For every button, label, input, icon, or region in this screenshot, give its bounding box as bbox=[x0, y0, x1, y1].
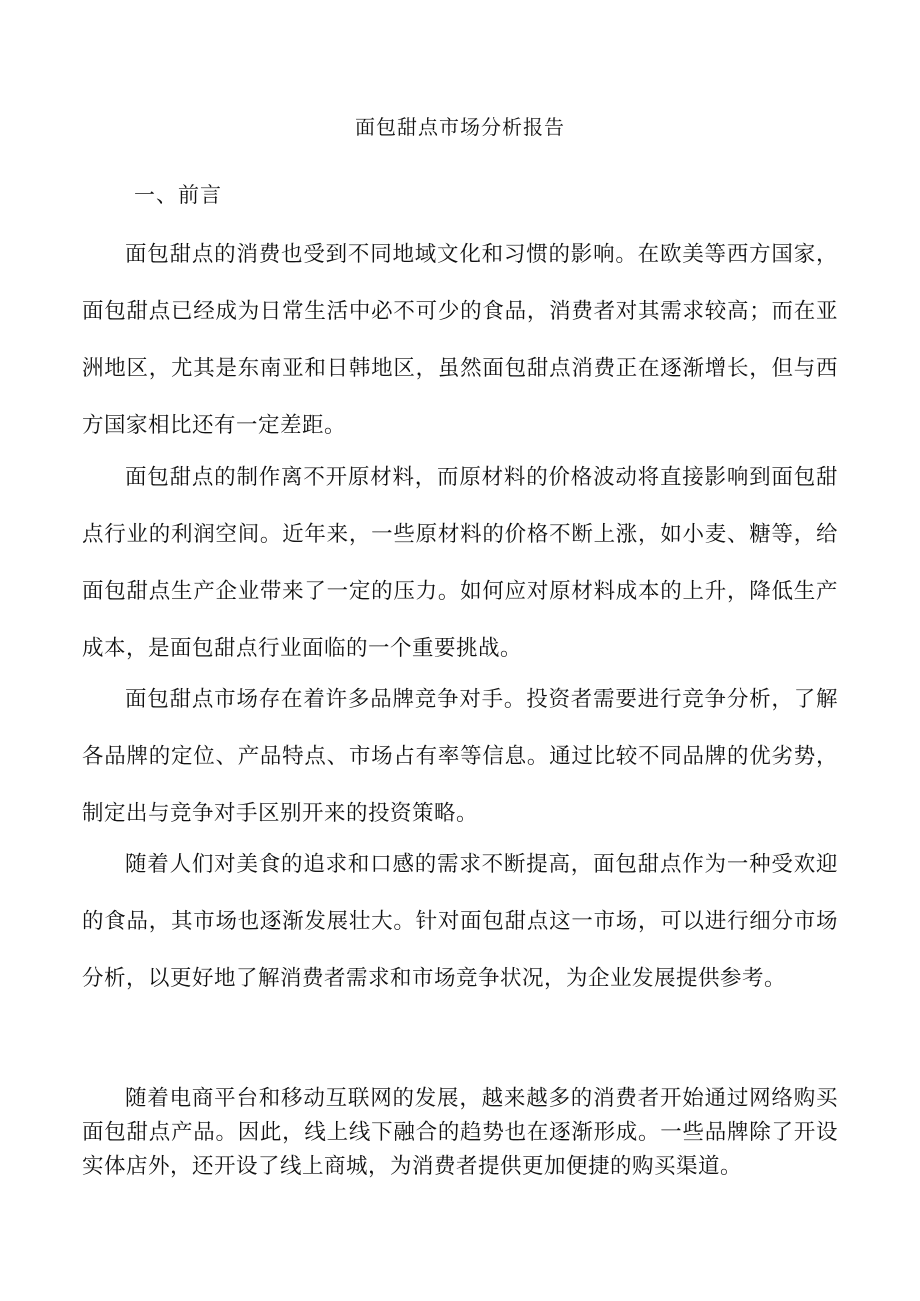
section-heading: 一、前言 bbox=[134, 183, 222, 207]
paragraph-competition: 面包甜点市场存在着许多品牌竞争对手。投资者需要进行竞争分析，了解各品牌的定位、产品特点、市场占有率等信息。通过比较不同品牌的优劣势，制定出与竞争对手区别开来的投资策略。 bbox=[82, 687, 838, 826]
paragraph-market-segmentation: 随着人们对美食的追求和口感的需求不断提高，面包甜点作为一种受欢迎的食品，其市场也逐渐发展壮大。针对面包甜点这一市场，可以进行细分市场分析，以更好地了解消费者需求和市场竞争状况，为企业发展提供参考。 bbox=[82, 852, 838, 991]
paragraph-consumption-regions: 面包甜点的消费也受到不同地域文化和习惯的影响。在欧美等西方国家，面包甜点已经成为日常生活中必不可少的食品，消费者对其需求较高；而在亚洲地区，尤其是东南亚和日韩地区，虽然面包甜点消费正在逐渐增长，但与西方国家相比还有一定差距。 bbox=[82, 242, 838, 438]
paragraph-online-trend: 随着电商平台和移动互联网的发展，越来越多的消费者开始通过网络购买面包甜点产品。因此，线上线下融合的趋势也在逐渐形成。一些品牌除了开设实体店外，还开设了线上商城，为消费者提供更加便捷的购买渠道。 bbox=[82, 1086, 838, 1179]
document-title: 面包甜点市场分析报告 bbox=[355, 115, 565, 139]
paragraph-raw-materials: 面包甜点的制作离不开原材料，而原材料的价格波动将直接影响到面包甜点行业的利润空间。近年来，一些原材料的价格不断上涨，如小麦、糖等，给面包甜点生产企业带来了一定的压力。如何应对原材料成本的上升，降低生产成本，是面包甜点行业面临的一个重要挑战。 bbox=[82, 465, 838, 661]
